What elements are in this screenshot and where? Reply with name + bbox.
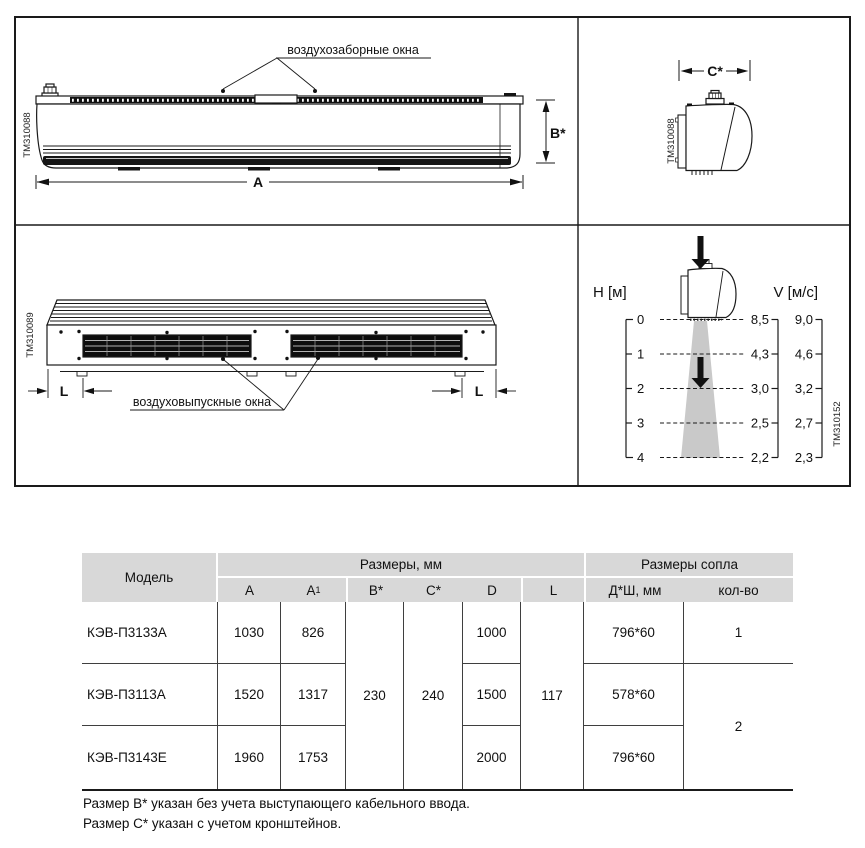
cable-gland-icon [706,91,724,105]
v1-value: 2,2 [750,450,769,465]
dim-b-label: B* [550,125,566,141]
dim-c-label: C* [707,63,723,79]
header-col-d: D [463,578,521,602]
h-tick: 1 [637,346,645,362]
table-cell: 796*60 [584,602,684,664]
spec-table [82,553,793,789]
tm-number-bottom-left: TM310089 [25,312,36,358]
header-col-c: C* [404,578,463,602]
header-col-a: A [218,578,281,602]
table-cell: 1753 [281,726,346,789]
h-tick: 2 [637,381,645,396]
v1-value: 3,0 [750,381,769,396]
v2-value: 2,3 [794,450,813,465]
table-cell: 1000 [463,602,521,664]
panel-frame [15,17,850,486]
table-cell: 1960 [218,726,281,789]
table-cell: 1500 [463,664,521,726]
mounting-plate [678,115,686,168]
v2-value: 9,0 [794,312,813,327]
technical-drawing-panel [14,16,851,487]
v1-value: 2,5 [750,415,769,431]
footnotes [83,794,470,834]
header-model: Модель [82,553,218,602]
table-cell: 826 [281,602,346,664]
outlet-windows-label: воздуховыпускные окна [132,395,272,409]
dim-l-left-label: L [59,383,69,399]
tm-number-top-right: TM310088 [666,118,677,164]
table-row-model: КЭВ-П3133А [82,602,218,664]
table-cell: 578*60 [584,664,684,726]
footnote-b: Размер B* указан без учета выступающего кабельного ввода. [83,796,470,811]
header-col-l: L [521,578,584,602]
tm-number-top-left: TM310088 [22,112,33,158]
h-tick: 0 [637,312,645,327]
table-cell: 1520 [218,664,281,726]
outlet-grille-right [291,335,462,357]
header-col-qty: кол-во [684,578,793,602]
table-cell: 1030 [218,602,281,664]
table-cell-merged-l: 117 [521,602,584,789]
table-cell: 1 [684,602,793,664]
table-cell-merged-b: 230 [346,602,404,789]
table-row-model: КЭВ-П3113А [82,664,218,726]
header-col-a1: A 1 [281,578,346,602]
header-group-dimensions: Размеры, мм [218,553,584,578]
table-cell: 1317 [281,664,346,726]
outlet-grille-left [83,335,251,357]
v2-value: 3,2 [794,381,813,396]
v2-value: 4,6 [794,346,813,362]
dim-a-label: A [252,174,264,190]
h-axis-label: H [м] [593,284,627,301]
v2-value: 2,7 [794,415,813,431]
table-cell-merged-c: 240 [404,602,463,789]
tm-number-chart: TM310152 [832,401,843,447]
table-row-model: КЭВ-П3143Е [82,726,218,789]
end-view-body [686,104,752,170]
outlet-strip [43,156,511,165]
header-col-dsh: Д*Ш, мм [584,578,684,602]
v1-value: 4,3 [750,346,769,362]
footnote-c: Размер C* указан с учетом кронштейнов. [83,816,342,831]
h-tick: 3 [637,415,645,431]
v1-value: 8,5 [750,312,769,327]
table-cell-merged-qty: 2 [734,719,743,734]
dim-l-right-label: L [474,383,484,399]
intake-windows-label: воздухозаборные окна [287,43,419,57]
header-col-b: B* [346,578,404,602]
v-axis-label: V [м/с] [773,284,818,301]
table-cell: 796*60 [584,726,684,789]
header-group-nozzle: Размеры сопла [584,553,793,578]
h-tick: 4 [637,450,645,465]
table-cell: 2000 [463,726,521,789]
